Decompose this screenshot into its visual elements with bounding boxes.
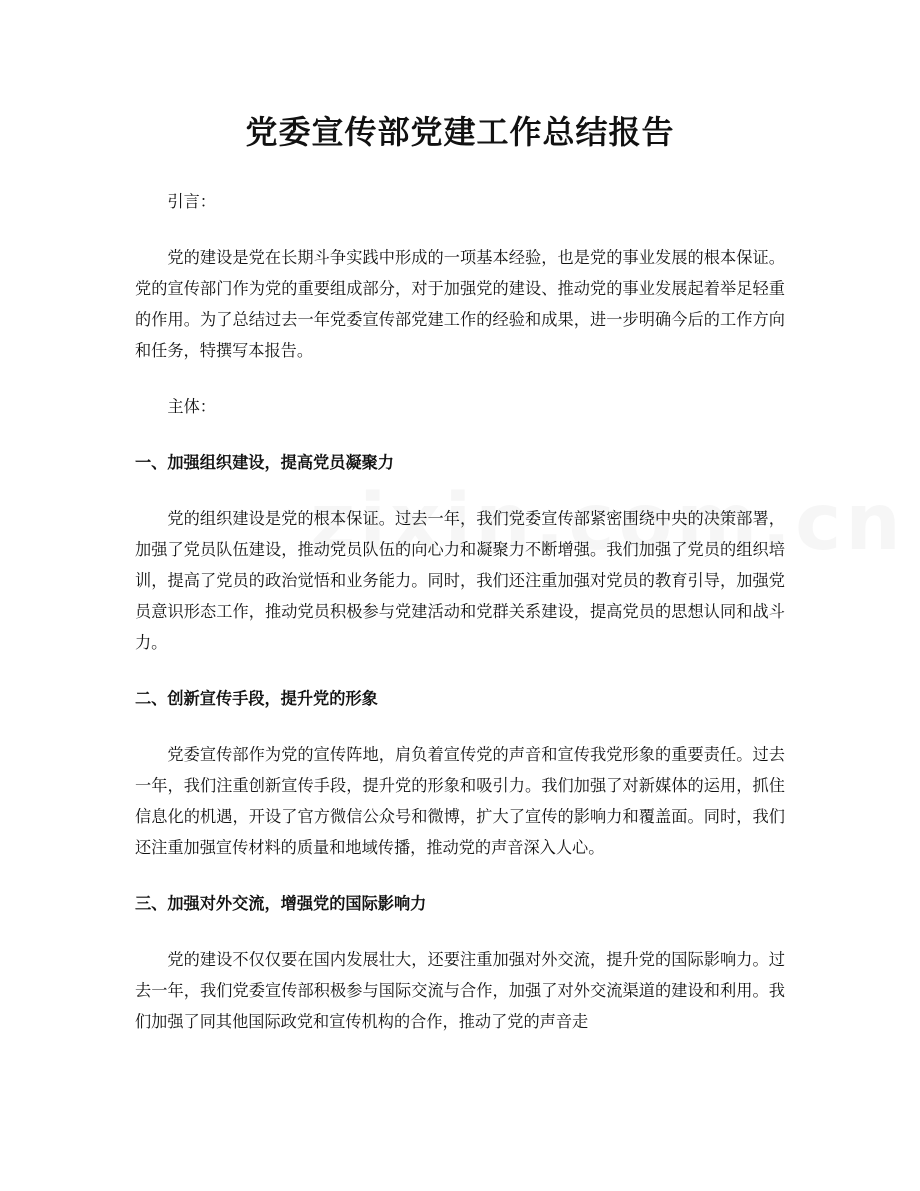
section-1-heading: 一、加强组织建设，提高党员凝聚力 [135,453,394,472]
intro-paragraph: 党的建设是党在长期斗争实践中形成的一项基本经验，也是党的事业发展的根本保证。党的宣传部门作为党的重要组成部分，对于加强党的建设、推动党的事业发展起着举足轻重的作用。为了总结过去一年党委宣传部党建工作的经验和成果，进一步明确今后的工作方向和任务，特撰写本报告。 [135,248,785,360]
section-3-heading: 三、加强对外交流，增强党的国际影响力 [135,894,427,913]
section-1-paragraph: 党的组织建设是党的根本保证。过去一年，我们党委宣传部紧密围绕中央的决策部署，加强了党员队伍建设，推动党员队伍的向心力和凝聚力不断增强。我们加强了党员的组织培训，提高了党员的政治觉悟和业务能力。同时，我们还注重加强对党员的教育引导，加强党员意识形态工作，推动党员积极参与党建活动和党群关系建设，提高党员的思想认同和战斗力。 [135,509,785,652]
body-label: 主体： [167,397,216,416]
document-title: 党委宣传部党建工作总结报告 [245,113,675,151]
section-2-paragraph: 党委宣传部作为党的宣传阵地，肩负着宣传党的声音和宣传我党形象的重要责任。过去一年，我们注重创新宣传手段，提升党的形象和吸引力。我们加强了对新媒体的运用，抓住信息化的机遇，开设了官方微信公众号和微博，扩大了宣传的影响力和覆盖面。同时，我们还注重加强宣传材料的质量和地域传播，推动党的声音深入人心。 [135,745,785,857]
section-2-heading: 二、创新宣传手段，提升党的形象 [135,689,378,708]
document-content [135,108,785,1037]
intro-label: 引言： [167,192,216,211]
section-3-paragraph: 党的建设不仅仅要在国内发展壮大，还要注重加强对外交流，提升党的国际影响力。过去一年，我们党委宣传部积极参与国际交流与合作，加强了对外交流渠道的建设和利用。我们加强了同其他国际政党和宣传机构的合作，推动了党的声音走 [135,950,785,1031]
